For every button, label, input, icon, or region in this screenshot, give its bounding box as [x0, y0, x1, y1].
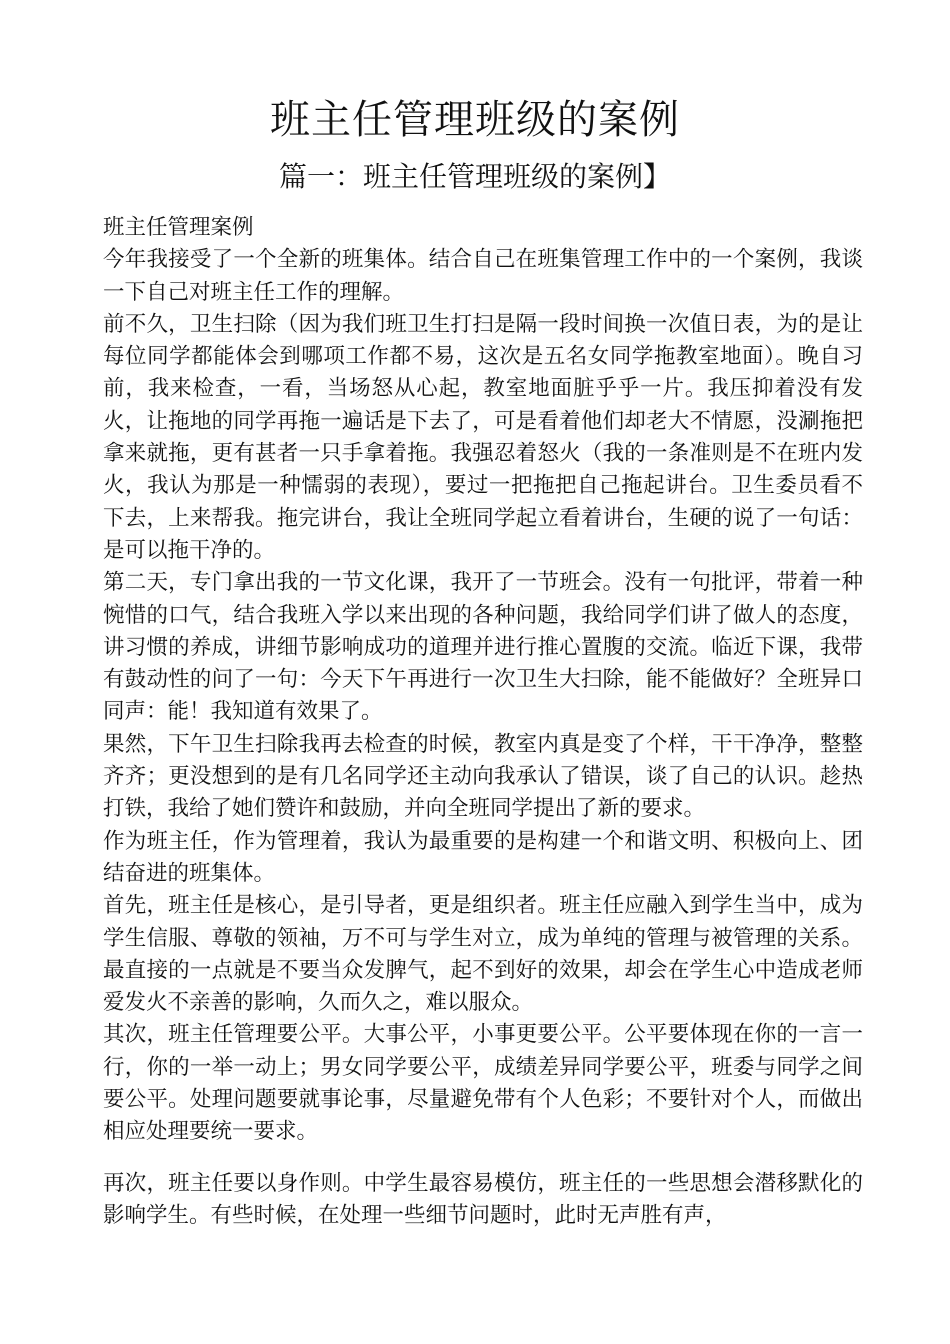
- paragraph: 前不久，卫生扫除（因为我们班卫生打扫是隔一段时间换一次值日表，为的是让每位同学都能体会到哪项工作都不易，这次是五名女同学拖教室地面）。晚自习前，我来检查，一看，当场怒从心起，教室地面脏乎乎一片。我压抑着没有发火，让拖地的同学再拖一遍话是下去了，可是看着他们却老大不情愿，没涮拖把拿来就拖，更有甚者一只手拿着拖。我强忍着怒火（我的一条准则是不在班内发火，我认为那是一种懦弱的表现），要过一把拖把自己拖起讲台。卫生委员看不下去，上来帮我。拖完讲台，我让全班同学起立看着讲台，生硬的说了一句话：是可以拖干净的。: [103, 311, 863, 563]
- document-subtitle: 篇一：班主任管理班级的案例】: [278, 160, 671, 193]
- paragraph-heading: 班主任管理案例: [103, 215, 254, 240]
- document-body: [103, 212, 863, 1232]
- paragraph: 作为班主任，作为管理着，我认为最重要的是构建一个和谐文明、积极向上、团结奋进的班集体。: [103, 828, 863, 886]
- paragraph: 第二天，专门拿出我的一节文化课，我开了一节班会。没有一句批评，带着一种惋惜的口气，结合我班入学以来出现的各种问题，我给同学们讲了做人的态度，讲习惯的养成，讲细节影响成功的道理并进行推心置腹的交流。临近下课，我带有鼓动性的问了一句：今天下午再进行一次卫生大扫除，能不能做好？全班异口同声：能！我知道有效果了。: [103, 570, 863, 725]
- paragraph: 再次，班主任要以身作则。中学生最容易模仿，班主任的一些思想会潜移默化的影响学生。有些时候，在处理一些细节问题时，此时无声胜有声，: [103, 1170, 863, 1228]
- document-title: 班主任管理班级的案例: [270, 97, 680, 143]
- paragraph: 其次，班主任管理要公平。大事公平，小事更要公平。公平要体现在你的一言一行，你的一举一动上；男女同学要公平，成绩差异同学要公平，班委与同学之间要公平。处理问题要就事论事，尽量避免带有个人色彩；不要针对个人，而做出相应处理要统一要求。: [103, 1022, 863, 1145]
- paragraph: 果然，下午卫生扫除我再去检查的时候，教室内真是变了个样，干干净净，整整齐齐；更没想到的是有几名同学还主动向我承认了错误，谈了自己的认识。趁热打铁，我给了她们赞许和鼓励，并向全班同学提出了新的要求。: [103, 731, 863, 822]
- paragraph: 首先，班主任是核心，是引导者，更是组织者。班主任应融入到学生当中，成为学生信服、尊敬的领袖，万不可与学生对立，成为单纯的管理与被管理的关系。最直接的一点就是不要当众发脾气，起不到好的效果，却会在学生心中造成老师爱发火不亲善的影响，久而久之，难以服众。: [103, 893, 863, 1016]
- paragraph: 今年我接受了一个全新的班集体。结合自己在班集管理工作中的一个案例，我谈一下自己对班主任工作的理解。: [103, 247, 863, 305]
